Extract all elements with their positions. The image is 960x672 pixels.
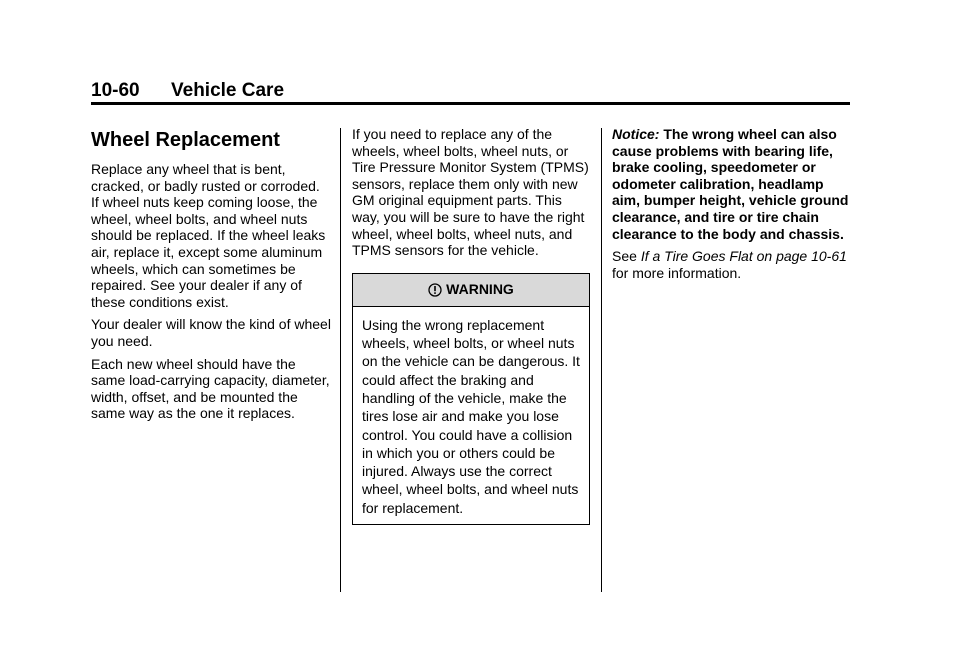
notice-text: The wrong wheel can also cause problems with bearing life, brake cooling, speedometer or odometer calibration, headlamp aim, bumper height, vehicle ground clearance, and tire or tire chain clearance to the body and chassis. [612,126,849,242]
see-prefix: See [612,248,637,265]
column-divider-2 [601,128,602,592]
see-link[interactable]: If a Tire Goes Flat on page 10-61 [640,248,847,265]
warning-icon [428,283,442,297]
header-rule [91,102,850,105]
notice-label: Notice: [612,126,660,142]
see-suffix: for more information. [612,264,742,281]
warning-text: Using the wrong replacement wheels, wheel bolts, or wheel nuts on the vehicle can be dangerous. It could affect the braking and handling of the vehicle, make the tires lose air and make you lose control. You could have a collision in which you or others could be injured. Always use the correct wheel, wheel bolts, and wheel nuts for replacement. [362,316,580,516]
column-3 [612,126,852,287]
notice-paragraph [612,126,852,242]
paragraph-dealer: Your dealer will know the kind of wheel you need. [91,316,331,349]
paragraph-new-wheel: Each new wheel should have the same load-carrying capacity, diameter, width, offset, and be mounted the same way as the one it replaces. [91,355,330,422]
warning-header [353,274,589,307]
see-reference [612,248,852,281]
paragraph-gm-parts: If you need to replace any of the wheels, wheel bolts, wheel nuts, or Tire Pressure Monitor System (TPMS) sensors, replace them only with new GM original equipment parts. This way, you will be sure to have the right wheel, wheel bolts, wheel nuts, and TPMS sensors for the vehicle. [352,126,589,259]
warning-box [352,273,590,525]
column-2 [352,126,592,525]
page-number: 10-60 [91,80,140,101]
paragraph-replace-wheel: Replace any wheel that is bent, cracked, or badly rusted or corroded. If wheel nuts keep coming loose, the wheel, wheel bolts, and wheel nuts should be replaced. If the wheel leaks air, replace it, except some aluminum wheels, which can sometimes be repaired. See your dealer if any of these conditions exist. [91,161,326,310]
section-title: Vehicle Care [171,80,285,101]
warning-title: WARNING [446,281,514,298]
column-divider-1 [340,128,341,592]
column-1 [91,126,331,428]
page-title: Wheel Replacement [91,129,280,151]
